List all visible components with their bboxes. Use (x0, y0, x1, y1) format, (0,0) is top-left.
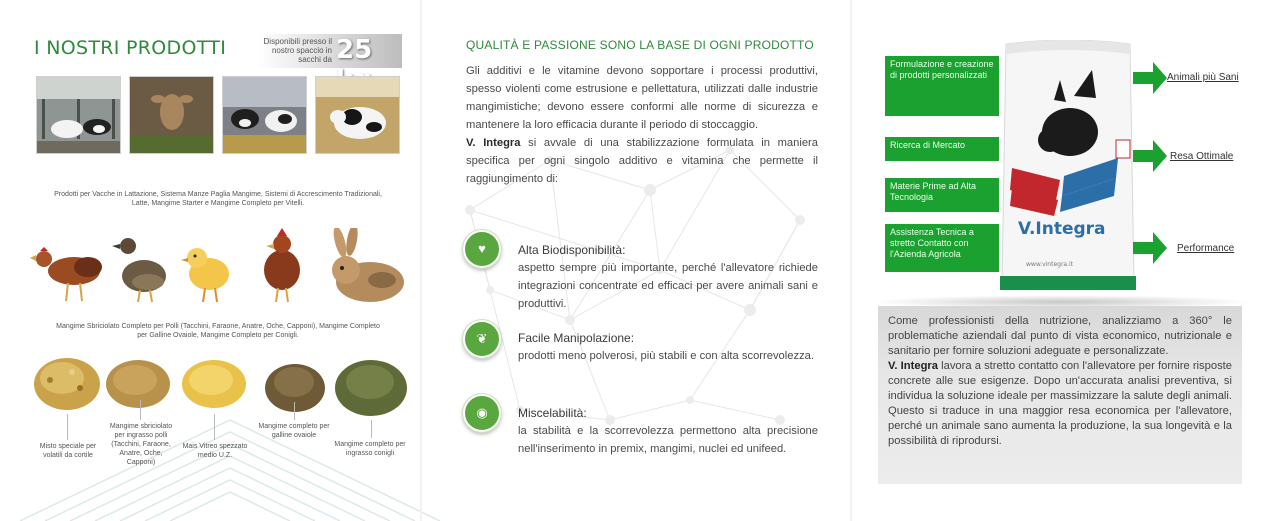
link-optimal-yield[interactable]: Resa Ottimale (1170, 151, 1234, 162)
page-title: I NOSTRI PRODOTTI (34, 37, 227, 59)
availability-text: Disponibili presso il nostro spaccio in sacchi da (263, 37, 332, 64)
feed-connector (214, 414, 215, 440)
chick-image (177, 240, 239, 304)
service-box-raw-materials: Materie Prime ad Alta Tecnologia (885, 178, 999, 212)
feed-mix-image (32, 350, 102, 412)
intro-text: Gli additivi e le vitamine devono sopportare i processi produttivi, spesso violenti come estrusione e pellettatura, utilizzati dalle industrie mangimistiche; devono essere conformi alle norme di sicurezza e mantenere la loro efficacia durante il periodo di stoccaggio. (466, 65, 818, 131)
section-title: QUALITÀ E PASSIONE SONO LA BASE DI OGNI PRODOTTO (466, 38, 814, 52)
feature-bioavailability (518, 241, 818, 313)
feature-title: Alta Biodisponibilità: (518, 243, 626, 257)
photo-calf (315, 76, 400, 154)
bag-url: www.vintegra.it (1026, 261, 1074, 268)
feed-connector (371, 420, 372, 438)
bag-brand: V.Integra (1018, 219, 1106, 239)
rooster-image (252, 226, 308, 304)
intro-paragraph (466, 62, 818, 188)
description-text-1: Come professionisti della nutrizione, analizziamo a 360° le problematiche aziendali dal punto di vista economico, nutrizionale e sanitario per fornire soluzioni adeguate e personalizzate. (888, 315, 1232, 357)
link-performance[interactable]: Performance (1177, 243, 1235, 254)
product-bag (1000, 40, 1136, 290)
feed-connector (140, 400, 141, 420)
feed-label: Misto speciale per volatili da cortile (39, 443, 97, 459)
brand-name: V. Integra (466, 137, 521, 149)
service-box-formulation: Formulazione e creazione di prodotti personalizzati (885, 56, 999, 116)
feed-crumble-image (105, 354, 171, 410)
photo-cows-feeding (222, 76, 307, 154)
availability-banner (258, 34, 402, 68)
feed-label: Mais Vitreo spezzato medio U.Z. (182, 443, 248, 459)
feed-label: Mangime completo per galline ovaiole (258, 423, 330, 439)
feature-handling (518, 329, 818, 365)
rabbit-image (322, 228, 410, 306)
feed-rabbit-pellets-image (334, 352, 408, 418)
feature-text: prodotti meno polverosi, più stabili e con alta scorrevolezza. (518, 350, 814, 362)
feed-layer-pellets-image (264, 356, 326, 414)
cattle-caption-line-1: Prodotti per Vacche in Lattazione, Sistema Manze Paglia Mangime, Sistemi di Accrescimento Tradizionali, (54, 191, 382, 198)
hen-image (28, 243, 110, 305)
description-box (878, 306, 1242, 484)
duck-image (110, 232, 172, 304)
feed-connector (67, 414, 68, 440)
poultry-caption-line-2: per Galline Ovaiole, Mangime Completo per Conigli. (137, 332, 299, 339)
feature-miscibility (518, 404, 818, 458)
service-box-research: Ricerca di Mercato (885, 137, 999, 161)
arrow-right-icon (1133, 230, 1169, 266)
arrow-right-icon (1133, 138, 1169, 174)
service-box-assistance: Assistenza Tecnica a stretto Contatto con l'Azienda Agricola (885, 224, 999, 272)
description-text-2: lavora a stretto contatto con l'allevatore per fornire risposte concrete alle sue esigenze. Dopo un'accurata analisi preventiva, si individua la soluzione ideale per massimizzare la salute degli animali. Questo si traduce in una maggior resa economica per l'allevatore, perché un animale sano aumenta la produzione, la sua longevità e la possibilità di riprodursi. (888, 360, 1233, 447)
cattle-caption (28, 190, 408, 208)
feature-text: aspetto sempre più importante, perché l'allevatore richiede integrazioni concentrate ed efficaci per avere animali sani e produttivi. (518, 262, 818, 310)
heart-icon: ♥ (463, 230, 501, 268)
brand-name: V. Integra (888, 360, 938, 372)
feature-title: Miscelabilità: (518, 406, 587, 420)
arrow-right-icon (1133, 60, 1169, 96)
feed-label: Mangime sbriciolato per ingrasso polli (Tacchini, Faraone, Anatre, Oche, Capponi) (109, 423, 173, 466)
intro-text-2: si avvale di una stabilizzazione formulata in maniera specifica per ogni singolo additivo e vitamina che permette il raggiungimento di: (466, 137, 818, 185)
leaf-icon: ❦ (463, 320, 501, 358)
feed-label: Mangime completo per ingrasso conigli (334, 441, 406, 457)
poultry-caption (28, 322, 408, 340)
photo-cows-barn (36, 76, 121, 154)
target-icon: ◉ (463, 394, 501, 432)
cattle-caption-line-2: Latte, Mangime Starter e Mangime Completo per Vitelli. (131, 200, 305, 207)
feed-corn-image (181, 354, 247, 410)
photo-brown-cow (129, 76, 214, 154)
feature-text: la stabilità e la scorrevolezza permettono alta precisione nell'inserimento in premix, mangimi, nuclei ed unifeed. (518, 425, 818, 455)
availability-size: 25 (336, 35, 373, 65)
feed-connector (294, 402, 295, 420)
poultry-caption-line-1: Mangime Sbriciolato Completo per Polli (Tacchini, Faraone, Anatre, Oche, Capponi), Mangime Completo (56, 323, 380, 330)
link-healthier-animals[interactable]: Animali più Sani (1167, 72, 1239, 83)
feature-title: Facile Manipolazione: (518, 331, 635, 345)
